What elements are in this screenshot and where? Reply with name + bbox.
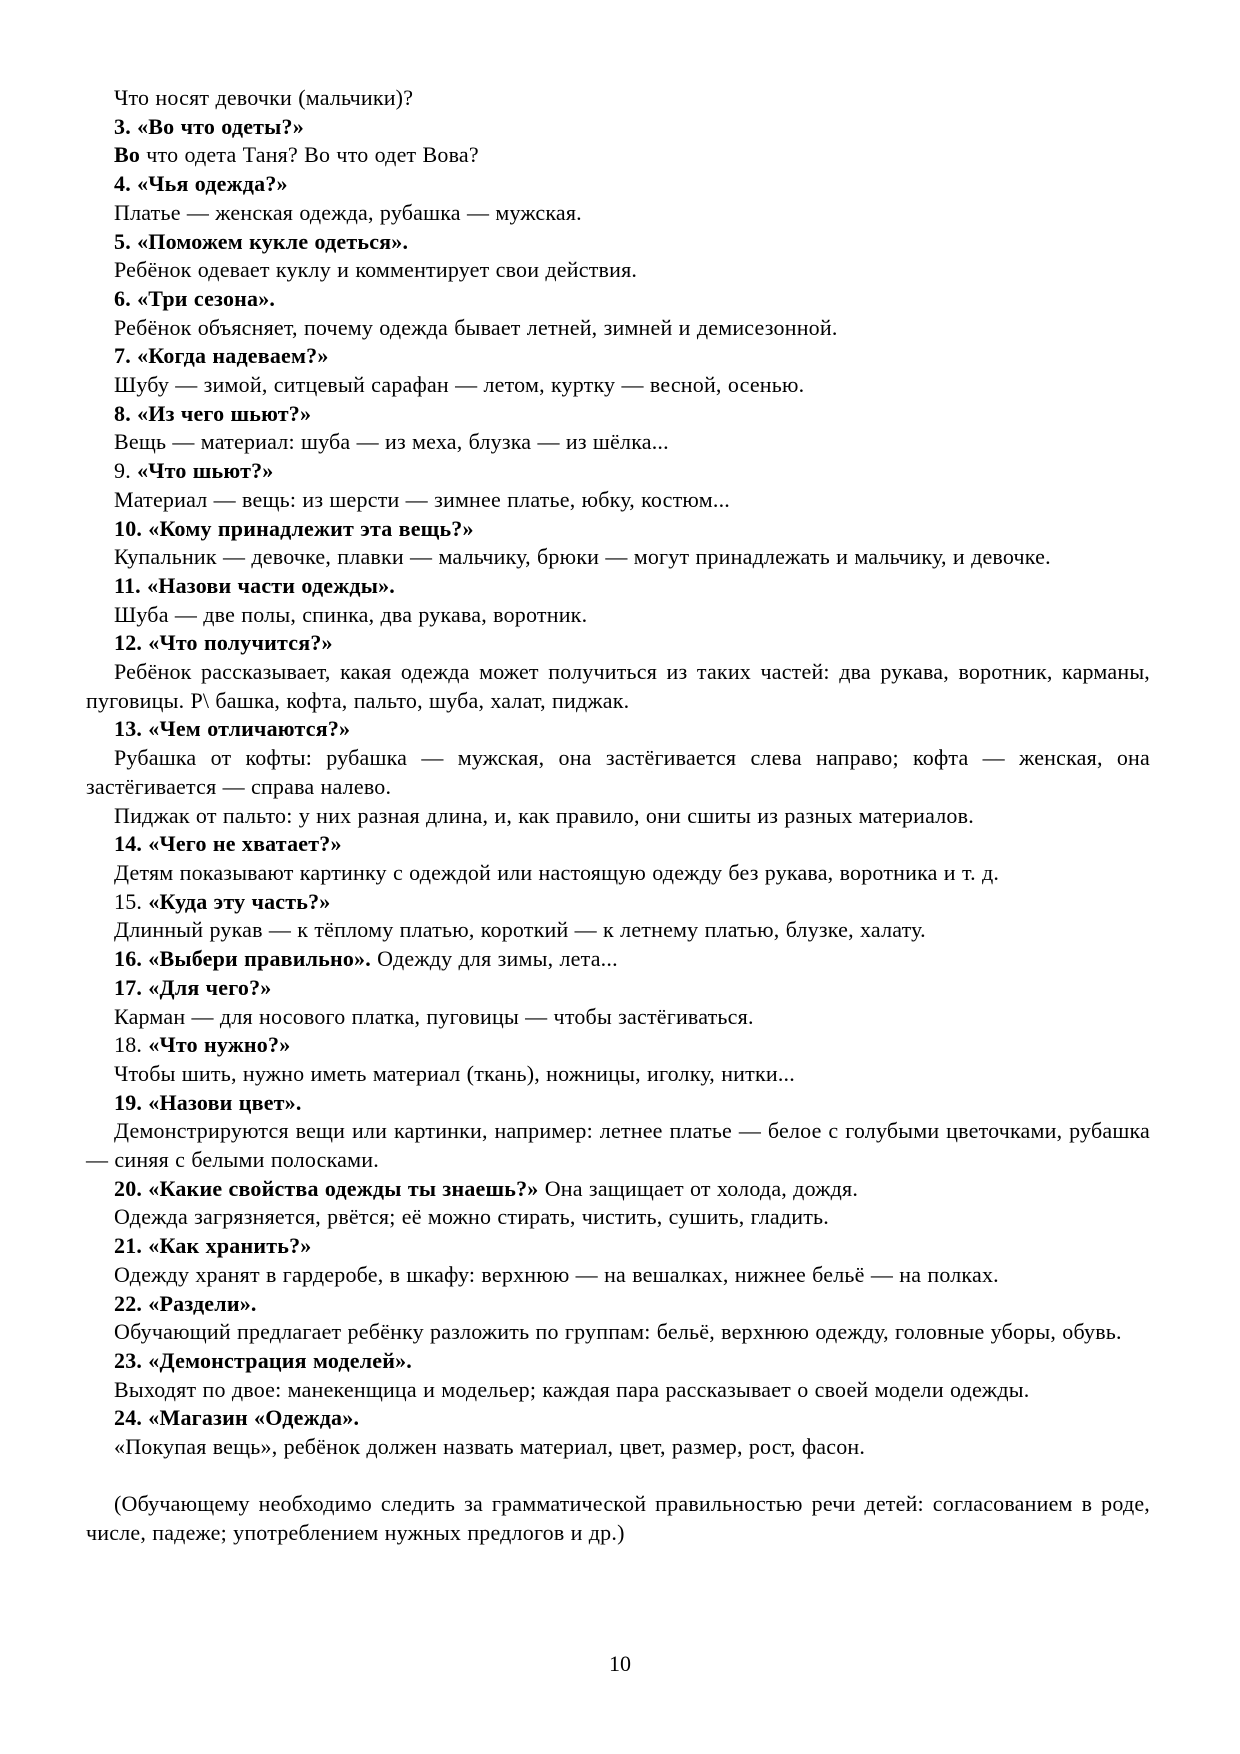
bold-text-run: 6. «Три сезона».: [114, 285, 276, 311]
bold-text-run: 3. «Во что одеты?»: [114, 113, 304, 139]
game-heading-6: [86, 285, 1150, 314]
game-description-19: [86, 1117, 1150, 1174]
game-heading-18: [86, 1031, 1150, 1060]
text-run: Ребёнок рассказывает, какая одежда может получиться из таких частей: два рукава, воротник, карманы, пуговицы. Р\ башка, кофта, пальто, шуба, халат, пиджак.: [86, 659, 1150, 713]
game-description-10: [86, 543, 1150, 572]
game-heading-19: [86, 1089, 1150, 1118]
text-run: «Покупая вещь», ребёнок должен назвать материал, цвет, размер, рост, фасон.: [114, 1434, 866, 1460]
text-run: Одежду хранят в гардеробе, в шкафу: верхнюю — на вешалках, нижнее бельё — на полках.: [114, 1261, 999, 1287]
bold-text-run: 22. «Раздели».: [114, 1290, 257, 1316]
game-description-17: [86, 1003, 1150, 1032]
game-description-8: [86, 428, 1150, 457]
game-description-3: [86, 141, 1150, 170]
intro-question: [86, 84, 1150, 113]
text-run: Вещь — материал: шуба — из меха, блузка — из шёлка...: [114, 429, 669, 455]
game-heading-4: [86, 170, 1150, 199]
bold-text-run: 14. «Чего не хватает?»: [114, 831, 342, 857]
bold-text-run: «Что нужно?»: [148, 1032, 291, 1058]
text-run: Что носят девочки (мальчики)?: [114, 85, 414, 110]
text-run: Пиджак от пальто: у них разная длина, и, как правило, они сшиты из разных материалов.: [114, 802, 974, 828]
bold-text-run: 21. «Как хранить?»: [114, 1233, 312, 1259]
game-description-6: [86, 314, 1150, 343]
game-heading-12: [86, 629, 1150, 658]
bold-text-run: 16. «Выбери правильно».: [114, 946, 371, 972]
page-number: 10: [609, 1651, 631, 1676]
game-description-5: [86, 256, 1150, 285]
bold-text-run: 8. «Из чего шьют?»: [114, 400, 312, 426]
text-run: Платье — женская одежда, рубашка — мужская.: [114, 199, 582, 225]
text-run: Рубашка от кофты: рубашка — мужская, она застёгивается слева направо; кофта — женская, она застёгивается — справа налево.: [86, 745, 1150, 799]
text-run: Шуба — две полы, спинка, два рукава, воротник.: [114, 601, 588, 627]
text-run: Материал — вещь: из шерсти — зимнее платье, юбку, костюм...: [114, 486, 730, 512]
bold-text-run: «Куда эту часть?»: [148, 888, 331, 914]
text-run: Ребёнок одевает куклу и комментирует свои действия.: [114, 257, 638, 283]
game-heading-17: [86, 974, 1150, 1003]
game-item-20: [86, 1175, 1150, 1204]
bold-text-run: 10. «Кому принадлежит эта вещь?»: [114, 515, 474, 541]
game-description-20: [86, 1203, 1150, 1232]
game-description-12: [86, 658, 1150, 715]
bold-text-run: 24. «Магазин «Одежда».: [114, 1405, 360, 1431]
text-run: Выходят по двое: манекенщица и модельер; каждая пара рассказывает о своей модели одежды.: [114, 1376, 1030, 1402]
text-run: Шубу — зимой, ситцевый сарафан — летом, куртку — весной, осенью.: [114, 372, 805, 398]
game-description-15: [86, 916, 1150, 945]
game-description-21: [86, 1261, 1150, 1290]
bold-text-run: 17. «Для чего?»: [114, 974, 272, 1000]
bold-text-run: «Что шьют?»: [137, 458, 274, 484]
game-description-9: [86, 486, 1150, 515]
game-heading-5: [86, 228, 1150, 257]
game-heading-3: [86, 113, 1150, 142]
game-description-11: [86, 601, 1150, 630]
text-run: Карман — для носового платка, пуговицы — чтобы застёгиваться.: [114, 1003, 754, 1029]
bold-text-run: 12. «Что получится?»: [114, 630, 333, 656]
text-run: (Обучающему необходимо следить за грамматической правильностью речи детей: согласованием в роде, числе, падеже; употреблением нужных предлогов и др.): [86, 1491, 1150, 1546]
bold-text-run: 11. «Назови части одежды».: [114, 572, 395, 598]
bold-text-run: Во: [114, 142, 141, 168]
text-run: Длинный рукав — к тёплому платью, короткий — к летнему платью, блузке, халату.: [114, 917, 926, 943]
game-heading-22: [86, 1290, 1150, 1319]
text-run: Она защищает от холода, дождя.: [538, 1175, 859, 1201]
game-heading-9: [86, 457, 1150, 486]
game-description-22: [86, 1318, 1150, 1347]
game-heading-10: [86, 515, 1150, 544]
game-heading-7: [86, 342, 1150, 371]
bold-text-run: 7. «Когда надеваем?»: [114, 343, 329, 369]
text-run: Ребёнок объясняет, почему одежда бывает летней, зимней и демисезонной.: [114, 314, 838, 340]
text-run: Одежду для зимы, лета...: [370, 946, 618, 972]
game-description-14: [86, 859, 1150, 888]
text-run: Чтобы шить, нужно иметь материал (ткань), ножницы, иголку, нитки...: [114, 1060, 795, 1086]
teacher-note: [86, 1490, 1150, 1547]
game-heading-23: [86, 1347, 1150, 1376]
bold-text-run: 20. «Какие свойства одежды ты знаешь?»: [114, 1175, 539, 1201]
text-run: 9.: [114, 458, 138, 484]
game-heading-8: [86, 400, 1150, 429]
bold-text-run: 19. «Назови цвет».: [114, 1089, 302, 1115]
bold-text-run: 5. «Поможем кукле одеться».: [114, 228, 409, 254]
bold-text-run: 13. «Чем отличаются?»: [114, 716, 351, 742]
text-run: Детям показывают картинку с одеждой или настоящую одежду без рукава, воротника и т. д.: [114, 859, 1000, 885]
document-body: [86, 84, 1150, 1548]
text-run: 18.: [114, 1032, 149, 1058]
bold-text-run: 23. «Демонстрация моделей».: [114, 1347, 413, 1373]
game-heading-21: [86, 1232, 1150, 1261]
game-heading-24: [86, 1404, 1150, 1433]
text-run: 15.: [114, 888, 149, 914]
game-description-13b: [86, 802, 1150, 831]
game-description-7: [86, 371, 1150, 400]
game-heading-13: [86, 715, 1150, 744]
game-heading-11: [86, 572, 1150, 601]
game-description-18: [86, 1060, 1150, 1089]
game-description-23: [86, 1376, 1150, 1405]
game-description-13a: [86, 744, 1150, 801]
game-heading-14: [86, 830, 1150, 859]
text-run: Демонстрируются вещи или картинки, например: летнее платье — белое с голубыми цветочками, рубашка — синяя с белыми полосками.: [86, 1118, 1150, 1173]
text-run: Обучающий предлагает ребёнку разложить по группам: бельё, верхнюю одежду, головные уборы, обувь.: [114, 1319, 1122, 1345]
game-description-24: [86, 1433, 1150, 1462]
text-run: Одежда загрязняется, рвётся; её можно стирать, чистить, сушить, гладить.: [114, 1204, 829, 1230]
bold-text-run: 4. «Чья одежда?»: [114, 171, 288, 197]
game-description-4: [86, 199, 1150, 228]
text-run: Купальник — девочке, плавки — мальчику, брюки — могут принадлежать и мальчику, и девочке.: [114, 544, 1051, 570]
game-heading-15: [86, 888, 1150, 917]
text-run: что одета Таня? Во что одет Вова?: [140, 142, 479, 168]
game-item-16: [86, 945, 1150, 974]
